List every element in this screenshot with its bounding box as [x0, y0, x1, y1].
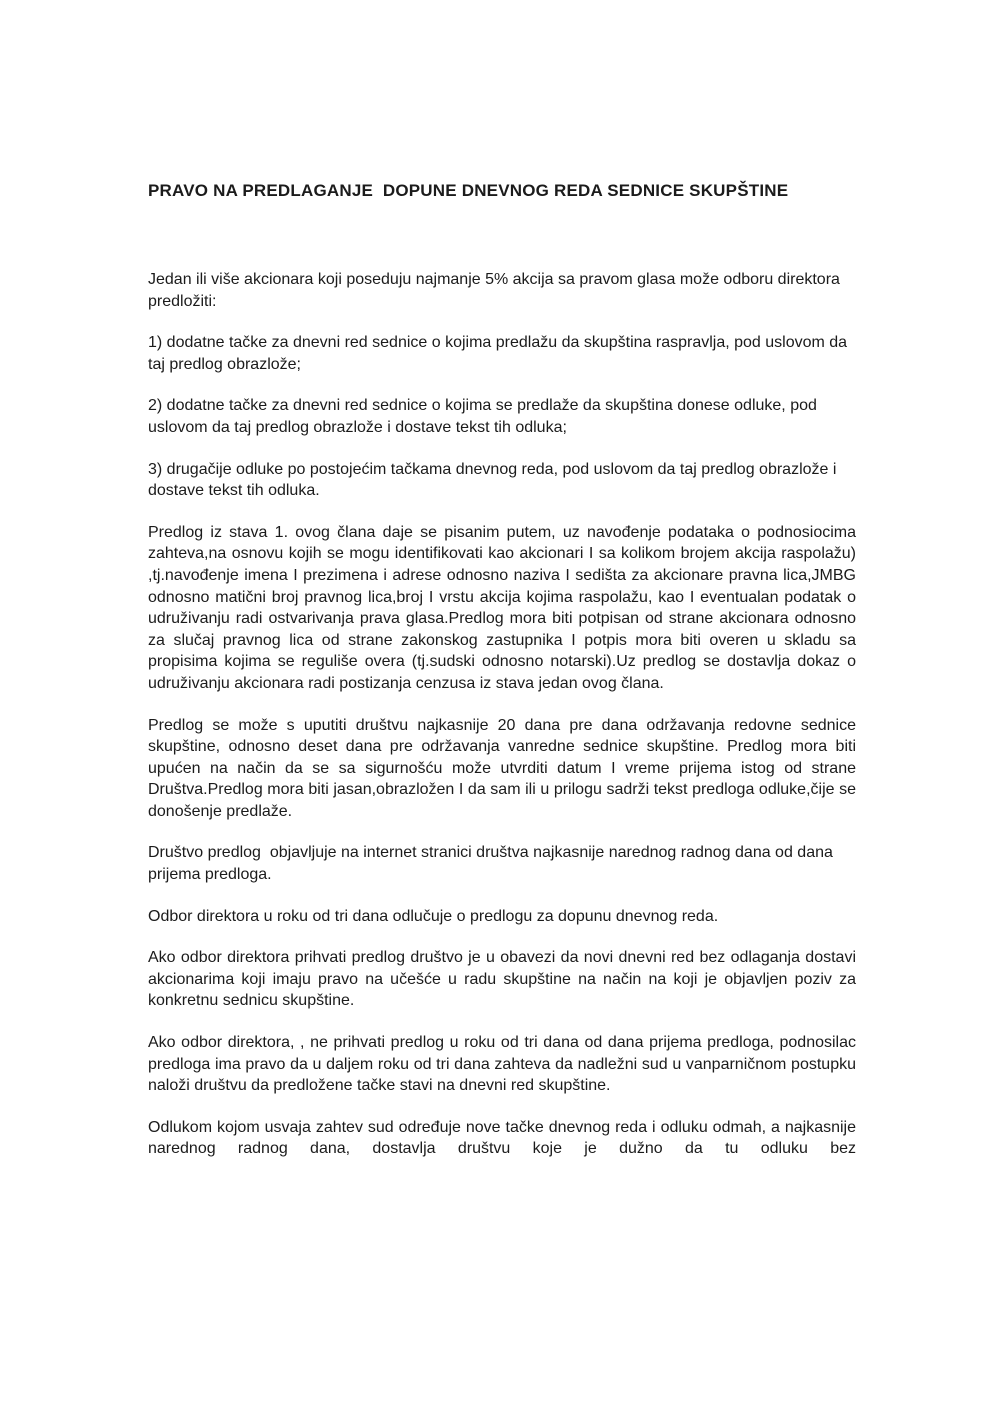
- paragraph-item-3: 3) drugačije odluke po postojećim tačkama dnevnog reda, pod uslovom da taj predlog obrazlože i dostave tekst tih odluka.: [148, 460, 841, 500]
- paragraph-objava: Društvo predlog objavljuje na internet stranici društva najkasnije narednog radnog dana od dana prijema predloga.: [148, 844, 838, 884]
- paragraph-rokovi: Predlog se može s uputiti društvu najkasnije 20 dana pre dana održavanja redovne sednice skupštine, odnosno deset dana pre održavanja vanredne sednice skupštine. Predlog mora biti upućen na način da se sa sigurnošću može utvrditi datum I vreme prijema istog od strane Društva.Predlog mora biti jasan,obrazložen I da sam ili u prilogu sadrži tekst predloga odluke,čije se donošenje predlaže.: [148, 716, 861, 820]
- paragraph-odluka-suda: Odlukom kojom usvaja zahtev sud određuje nove tačke dnevnog reda i odluku odmah, a najkasnije narednog radnog dana, dostavlja društvu koje je dužno da tu odluku bez: [148, 1118, 861, 1158]
- paragraph-neprihvatanje: Ako odbor direktora, , ne prihvati predlog u roku od tri dana od dana prijema predloga, podnosilac predloga ima pravo da u daljem roku od tri dana zahteva da nadležni sud u vanparničnom postupku naloži društvu da predložene tačke stavi na dnevni red skupštine.: [148, 1034, 861, 1095]
- document-title: PRAVO NA PREDLAGANJE DOPUNE DNEVNOG REDA SEDNICE SKUPŠTINE: [148, 181, 789, 200]
- paragraph-item-2: 2) dodatne tačke za dnevni red sednice o kojima se predlaže da skupština donese odluke, pod uslovom da taj predlog obrazlože i dostave tekst tih odluka;: [148, 397, 822, 436]
- paragraph-prihvatanje: Ako odbor direktora prihvati predlog društvo je u obavezi da novi dnevni red bez odlaganja dostavi akcionarima koji imaju pravo na učešće u radu skupštine na način na koji je objavljen poziv za konkretnu sednicu skupštine.: [148, 949, 861, 1010]
- document-content: [148, 178, 861, 1180]
- paragraph-item-1: 1) dodatne tačke za dnevni red sednice o kojima predlažu da skupština raspravlja, pod uslovom da taj predlog obrazlože;: [148, 334, 852, 373]
- paragraph-predlog-forma: Predlog iz stava 1. ovog člana daje se pisanim putem, uz navođenje podataka o podnosiocima zahteva,na osnovu kojih se mogu identifikovati kao akcionari I sa kolikom brojem akcija raspolažu) ,tj.navođenje imena I prezimena i adrese odnosno naziva I sedišta za akcionare pravna lica,JMBG odnosno matični broj pravnog lica,broj I vrstu akcija kojima raspolažu, kao I eventualan podatak o udruživanju radi ostvarivanja prava glasa.Predlog mora biti potpisan od strane akcionara odnosno za slučaj pravnog lica od strane zakonskog zastupnika I potpis mora biti overen u skladu sa propisima kojima se reguliše overa (tj.sudski odnosno notarski).Uz predlog se dostavlja dokaz o udruživanju akcionara radi postizanja cenzusa iz stava jedan ovog člana.: [148, 523, 861, 692]
- paragraph-odbor-odlucuje: Odbor direktora u roku od tri dana odlučuje o predlogu za dopunu dnevnog reda.: [148, 907, 719, 925]
- paragraph-intro: Jedan ili više akcionara koji poseduju najmanje 5% akcija sa pravom glasa može odboru direktora predložiti:: [148, 271, 845, 310]
